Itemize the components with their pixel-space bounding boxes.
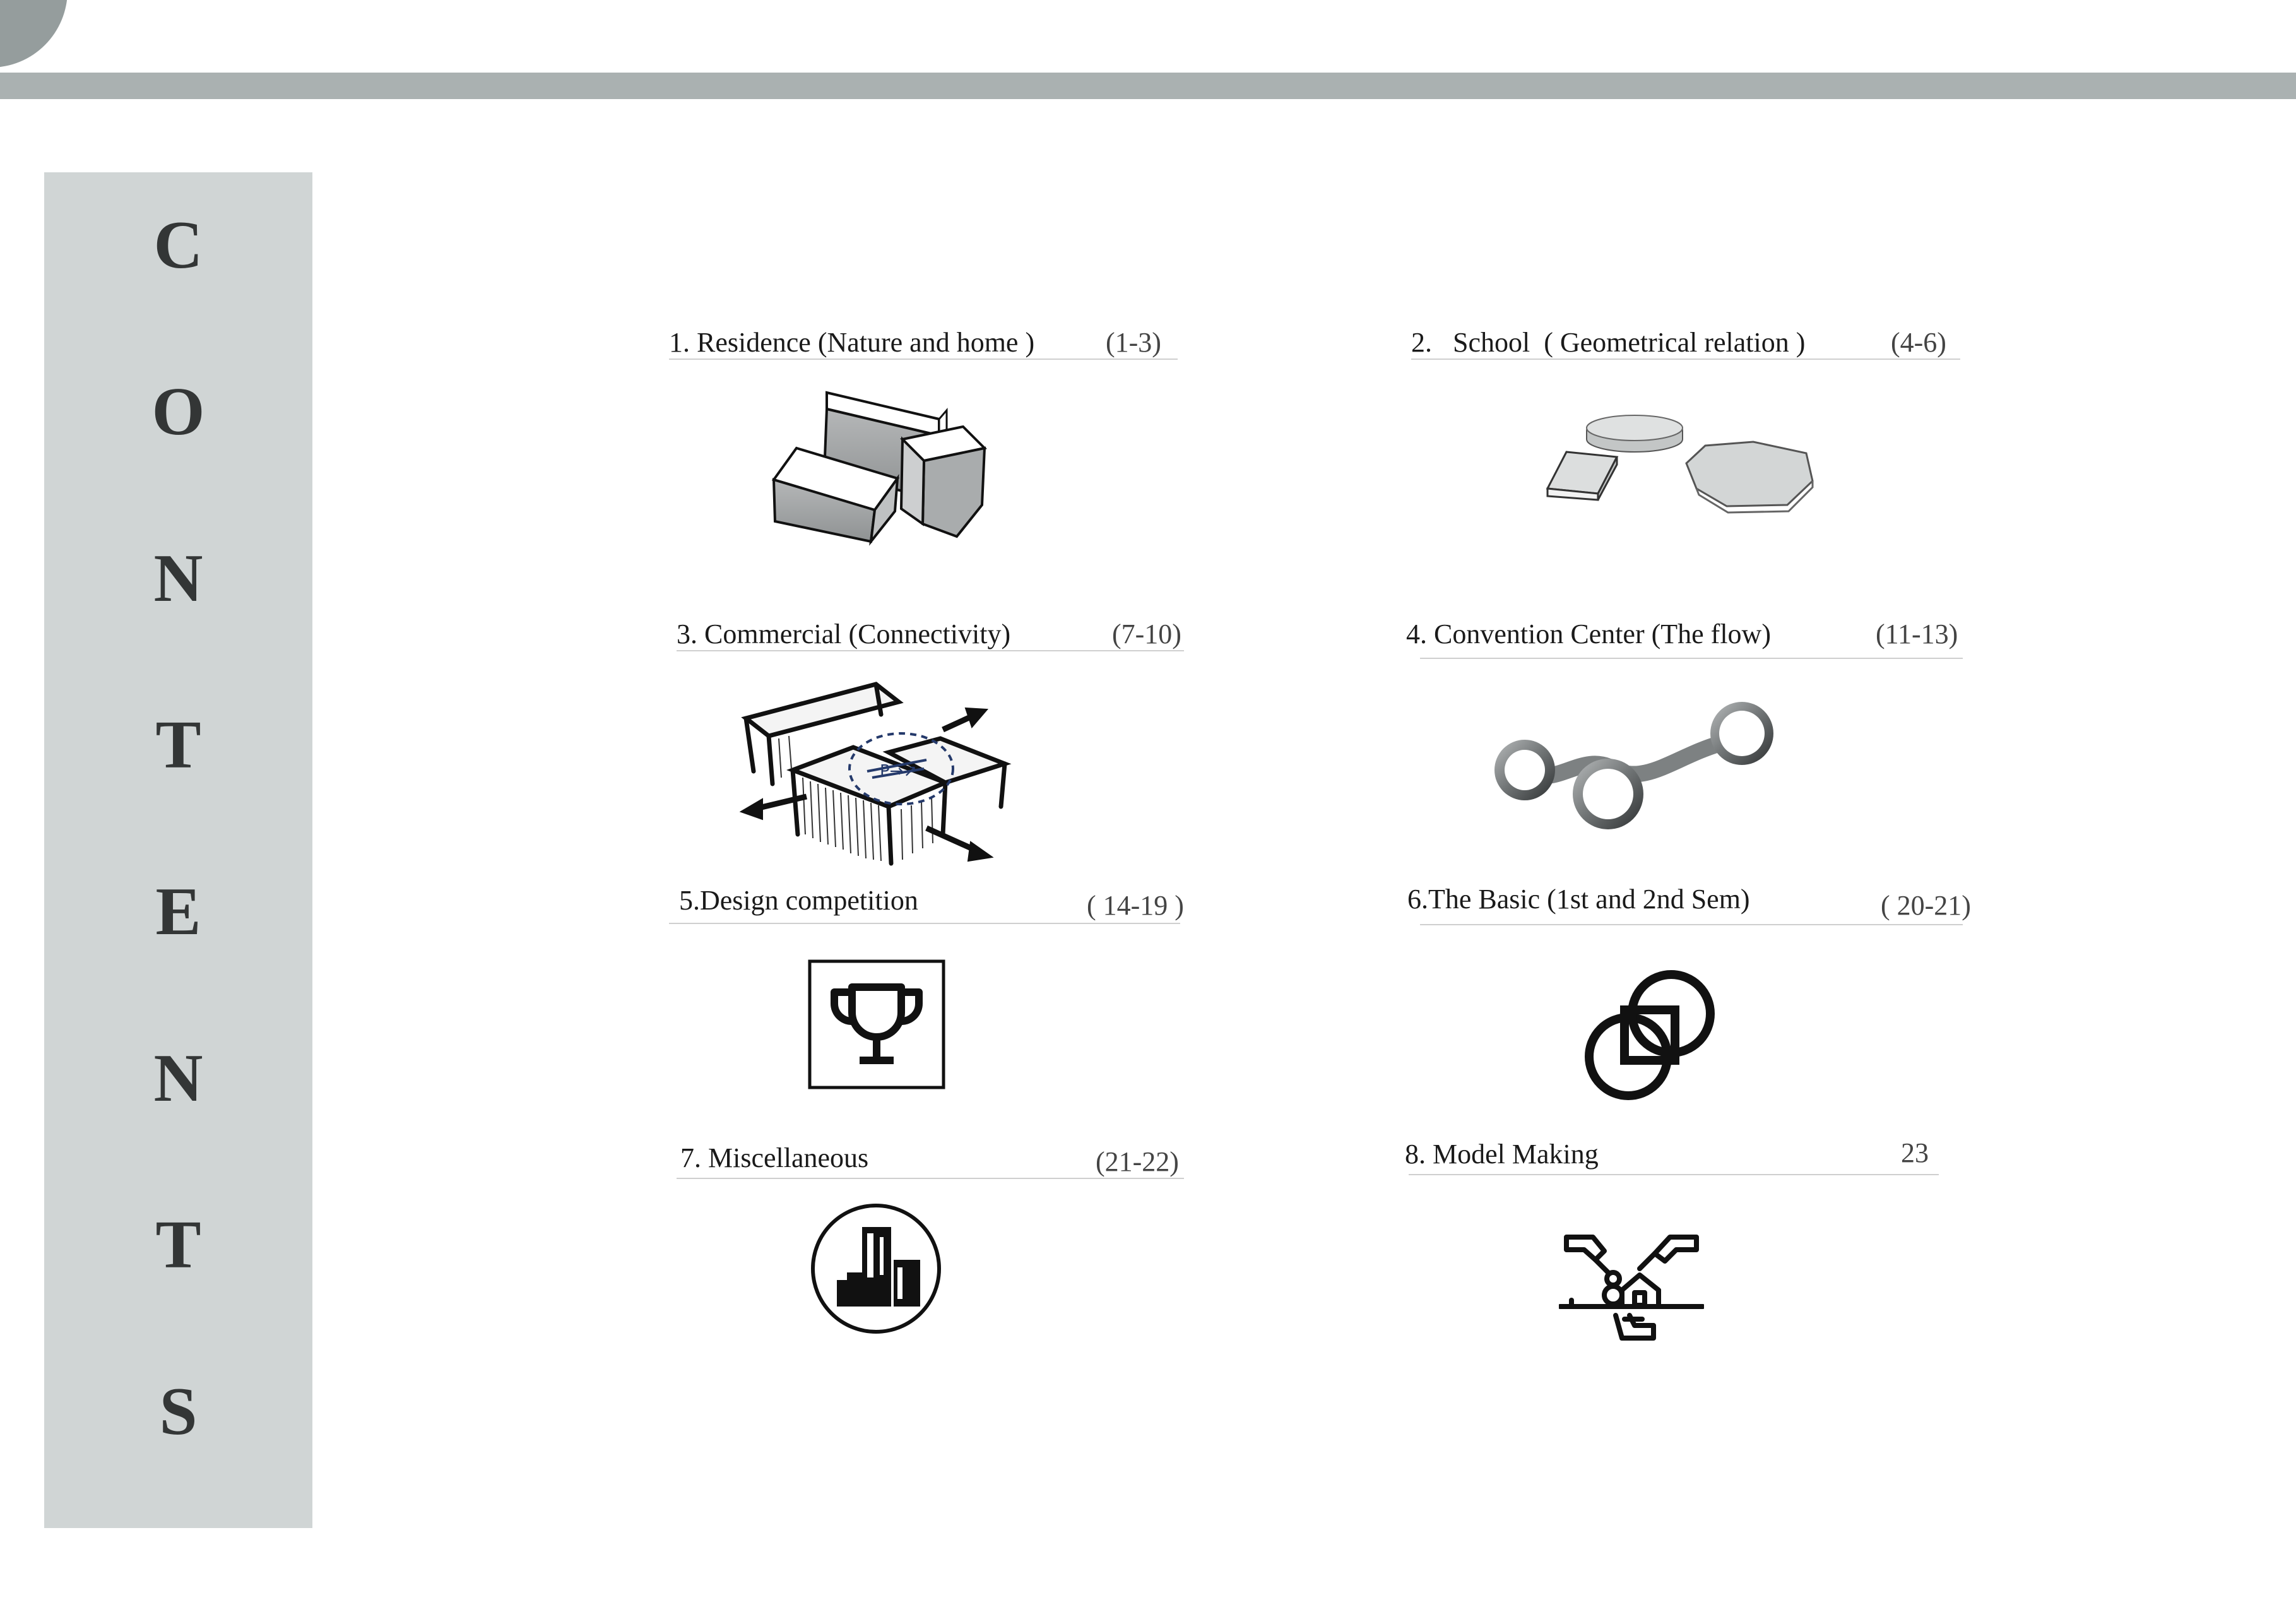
- entry-title: 4. Convention Center (The flow): [1406, 619, 1771, 649]
- entry-pages: (7-10): [1112, 619, 1181, 649]
- entry-pages: ( 14-19 ): [1087, 890, 1184, 921]
- entry-pages: (21-22): [1096, 1146, 1179, 1177]
- entry-underline: [677, 650, 1184, 651]
- svg-text:P→↗: P→↗: [880, 762, 918, 781]
- heading-letter: C: [153, 208, 203, 283]
- entry-underline: [1411, 359, 1960, 360]
- heading-letter: E: [155, 874, 201, 949]
- entry-underline: [669, 923, 1180, 924]
- heading-letter: O: [151, 374, 205, 449]
- heading-letter: T: [155, 708, 201, 783]
- trophy-icon: [808, 959, 945, 1089]
- corner-decoration: [0, 0, 68, 68]
- heading-letter: N: [153, 1041, 203, 1116]
- city-buildings-icon: [809, 1202, 943, 1336]
- entry-underline: [677, 1178, 1184, 1179]
- flow-rings-icon: [1487, 701, 1790, 839]
- entry-title: 6.The Basic (1st and 2nd Sem): [1407, 884, 1750, 915]
- entry-title: 8. Model Making: [1405, 1139, 1599, 1170]
- entry-title: 3. Commercial (Connectivity): [677, 619, 1011, 649]
- entry-underline: [1420, 658, 1963, 659]
- entry-title: 5.Design competition: [679, 885, 918, 916]
- entry-title: 1. Residence (Nature and home ): [669, 327, 1035, 358]
- residence-blocks-icon: [757, 385, 997, 549]
- commercial-sketch-icon: [737, 677, 1027, 866]
- header-bar: [0, 73, 2296, 99]
- contents-side-panel: [44, 172, 312, 1528]
- entry-underline: [1409, 1174, 1939, 1175]
- heading-letter: N: [153, 541, 203, 616]
- school-shapes-icon: [1540, 404, 1818, 518]
- entry-title: 7. Miscellaneous: [680, 1142, 869, 1173]
- entry-underline: [669, 359, 1178, 360]
- entry-pages: (4-6): [1891, 327, 1946, 358]
- interlocking-shapes-icon: [1580, 966, 1719, 1105]
- entry-pages: 23: [1901, 1137, 1929, 1168]
- heading-letter: T: [155, 1207, 201, 1283]
- entry-title: 2. School ( Geometrical relation ): [1411, 327, 1806, 358]
- entry-pages: (1-3): [1106, 327, 1161, 358]
- entry-pages: (11-13): [1876, 619, 1958, 649]
- entry-pages: ( 20-21): [1881, 890, 1971, 921]
- entry-underline: [1420, 924, 1963, 925]
- heading-letter: S: [159, 1374, 198, 1449]
- model-making-hands-icon: [1559, 1231, 1704, 1344]
